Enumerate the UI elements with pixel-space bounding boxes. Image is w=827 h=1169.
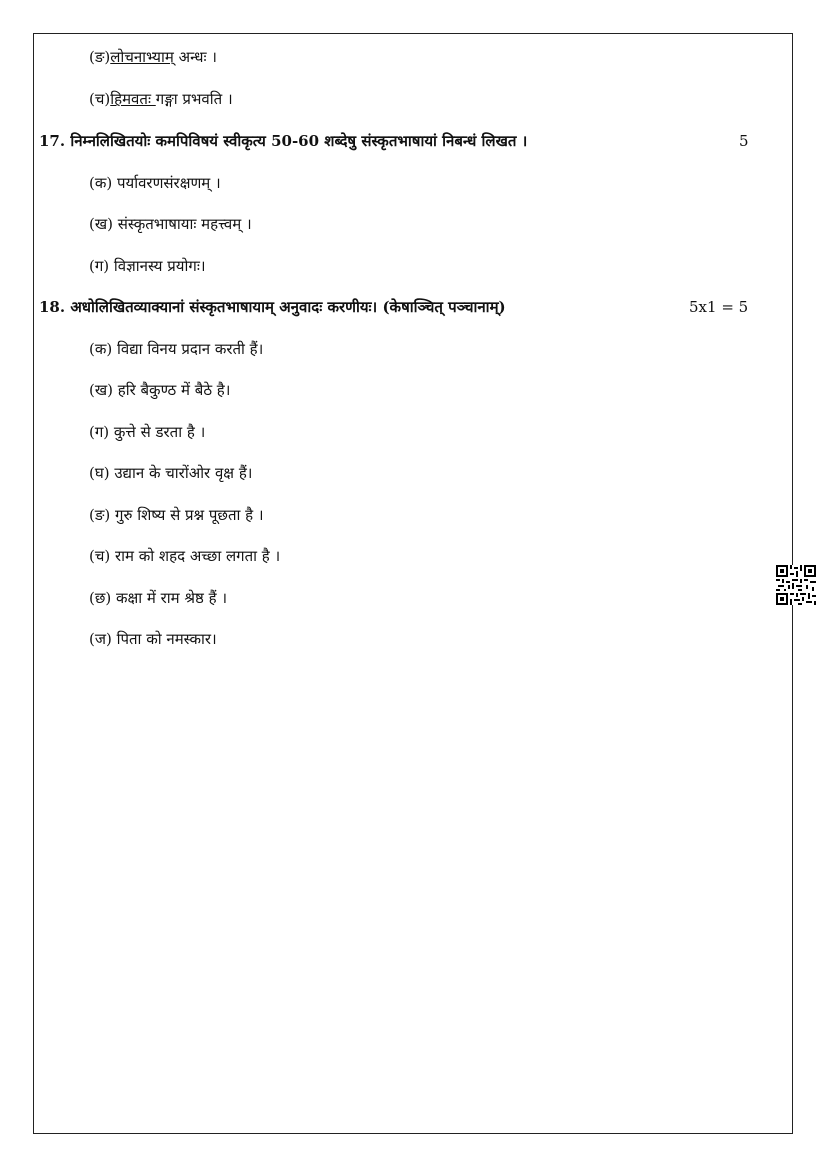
question-18-marks: 5x1 = 5 [689,298,749,316]
item-label: (ङ) [89,48,111,66]
item-ch-continued [89,89,233,109]
q17-option-2: (ख) संस्कृतभाषायाः महत्त्वम् । [89,215,252,233]
q18-item-8: (ज) पिता को नमस्कार। [89,630,217,648]
q18-item-2: (ख) हरि बैकुण्ठ में बैठे है। [89,381,231,399]
q18-item-6: (च) राम को शहद अच्छा लगता है । [89,547,281,565]
q18-item-3: (ग) कुत्ते से डरता है । [89,423,206,441]
underlined-word: लोचनाभ्याम् [110,48,174,66]
question-17-marks: 5 [739,132,749,150]
question-18: 18. अधोलिखितव्याक्यानां संस्कृतभाषायाम् अनुवादः करणीयः। (केषाञ्चित् पञ्चानाम्) [39,298,506,316]
q18-item-1: (क) विद्या विनय प्रदान करती हैं। [89,340,264,358]
q17-option-3: (ग) विज्ञानस्य प्रयोगः। [89,257,206,275]
item-e-continued [89,47,217,67]
item-text: गङ्गा प्रभवति । [155,90,233,108]
q17-option-1: (क) पर्यावरणसंरक्षणम् । [89,174,221,192]
item-label: (च) [89,90,111,108]
q18-item-4: (घ) उद्यान के चारोंओर वृक्ष हैं। [89,464,253,482]
item-text: अन्धः । [173,48,217,66]
qr-code-icon [776,565,816,605]
question-17: 17. निम्नलिखितयोः कमपिविषयं स्वीकृत्य 50-60 शब्देषु संस्कृतभाषायां निबन्धं लिखत । [39,132,528,150]
q18-item-5: (ङ) गुरु शिष्य से प्रश्न पूछता है । [89,506,264,524]
page-border [33,33,793,1134]
underlined-word: हिमवतः [110,90,156,108]
q18-item-7: (छ) कक्षा में राम श्रेष्ठ हैं । [89,589,228,607]
